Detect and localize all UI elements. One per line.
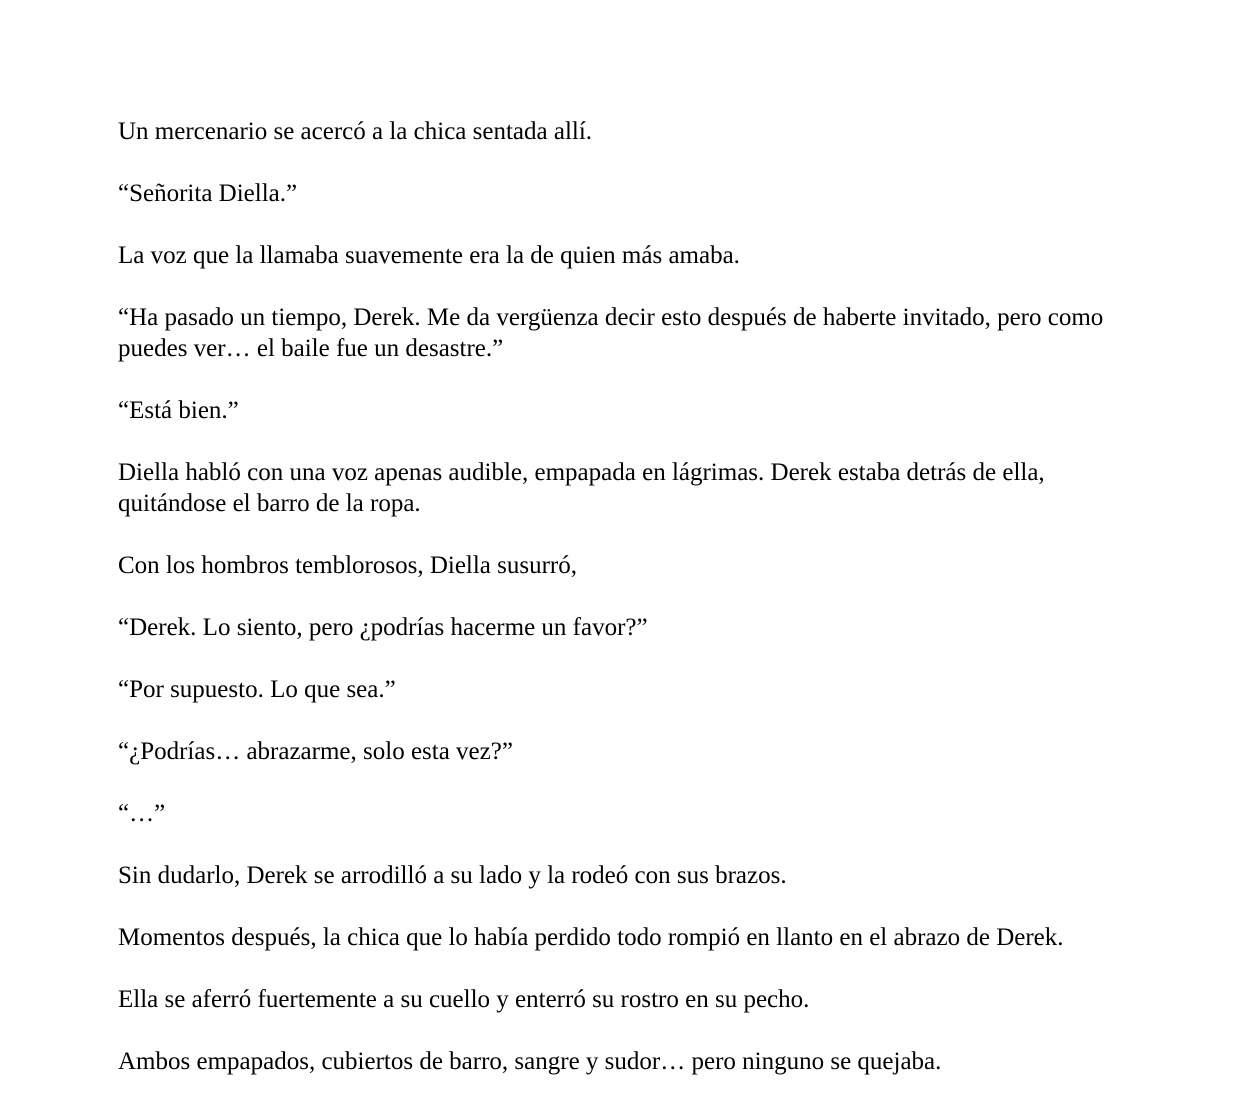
paragraph: Momentos después, la chica que lo había perdido todo rompió en llanto en el abrazo de Derek. (118, 924, 1064, 951)
paragraph: La voz que la llamaba suavemente era la de quien más amaba. (118, 242, 740, 269)
paragraph: Sin dudarlo, Derek se arrodilló a su lado y la rodeó con sus brazos. (118, 862, 787, 889)
paragraph: Un mercenario se acercó a la chica sentada allí. (118, 118, 593, 145)
paragraph: “¿Podrías… abrazarme, solo esta vez?” (118, 738, 513, 765)
paragraph: “…” (118, 800, 166, 827)
paragraph: Con los hombros temblorosos, Diella susurró, (118, 552, 578, 579)
paragraph: “Derek. Lo siento, pero ¿podrías hacerme un favor?” (118, 614, 648, 641)
paragraph: “Ha pasado un tiempo, Derek. Me da vergüenza decir esto después de haberte invitado, pero como puedes ver… el baile fue un desastre.” (118, 304, 1104, 362)
paragraph: Diella habló con una voz apenas audible, empapada en lágrimas. Derek estaba detrás de ella, quitándose el barro de la ropa. (118, 459, 1045, 517)
paragraph: Ambos empapados, cubiertos de barro, sangre y sudor… pero ninguno se quejaba. (118, 1048, 942, 1075)
document-body (118, 116, 1128, 1108)
paragraph: “Está bien.” (118, 397, 239, 424)
paragraph: “Por supuesto. Lo que sea.” (118, 676, 396, 703)
paragraph: “Señorita Diella.” (118, 180, 298, 207)
paragraph: Ella se aferró fuertemente a su cuello y enterró su rostro en su pecho. (118, 986, 810, 1013)
